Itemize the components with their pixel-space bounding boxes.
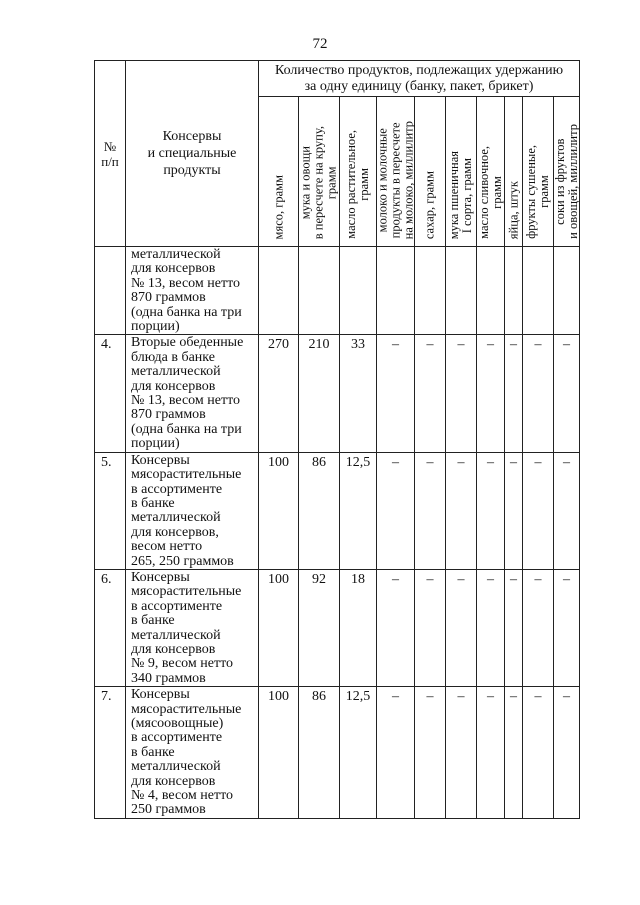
column-header-line: фрукты сушеные, <box>524 145 538 239</box>
quantity-cell <box>446 247 477 335</box>
product-name-line: Консервы <box>131 452 190 468</box>
header-quantity-line: Количество продуктов, подлежащих удержанию <box>274 63 564 78</box>
table-row <box>95 569 580 686</box>
product-name-line: Вторые обеденные <box>131 335 244 351</box>
product-name-line: мясорастительные <box>131 467 242 483</box>
column-header-line: масло сливочное, <box>476 146 491 239</box>
quantity-cell: – <box>377 687 415 819</box>
product-name-line: металлической <box>131 627 221 643</box>
product-name-line: металлической <box>131 364 221 380</box>
quantity-cell: – <box>477 335 505 452</box>
product-name-line: порции) <box>131 319 180 335</box>
quantity-cell: – <box>446 569 477 686</box>
quantity-cell: – <box>554 452 580 569</box>
quantity-cell: – <box>523 569 554 686</box>
product-name-line: в банке <box>131 744 175 760</box>
quantity-cell: 18 <box>340 569 377 686</box>
product-name-line: № 13, весом нетто <box>131 275 241 291</box>
column-header-line: мясо, грамм <box>271 174 285 239</box>
quantity-cell: – <box>415 569 446 686</box>
column-header <box>415 97 446 247</box>
column-header <box>477 97 505 247</box>
quantity-cell: – <box>477 569 505 686</box>
product-name-line: в банке <box>131 613 175 629</box>
quantity-cell: – <box>523 335 554 452</box>
product-name-line: мясорастительные <box>131 701 242 717</box>
product-name-line: для консервов <box>131 261 216 277</box>
quantity-cell: – <box>477 452 505 569</box>
product-name <box>126 247 259 335</box>
column-header <box>340 97 377 247</box>
product-name-line: для консервов <box>131 378 216 394</box>
column-header-line: сахар, грамм <box>422 170 437 239</box>
product-name <box>126 452 259 569</box>
row-number: 4. <box>95 335 126 452</box>
column-header-line: мука пшеничная <box>447 150 461 239</box>
column-header-line: соки из фруктов <box>552 138 567 225</box>
product-name-line: Консервы <box>131 569 190 585</box>
product-name-line: (одна банка на три <box>131 304 242 320</box>
column-header <box>554 97 580 247</box>
page-number: 72 <box>312 36 328 52</box>
header-product <box>126 61 259 247</box>
header-number-line: № <box>103 138 117 154</box>
quantity-cell: – <box>446 452 477 569</box>
column-header-line: I сорта, грамм <box>460 157 474 233</box>
products-table <box>94 60 580 819</box>
product-name-line: металлической <box>131 510 221 526</box>
product-name-line: блюда в банке <box>131 349 215 365</box>
quantity-cell: – <box>554 687 580 819</box>
table-row <box>95 335 580 452</box>
quantity-cell: – <box>505 569 523 686</box>
quantity-cell: – <box>446 335 477 452</box>
table-row <box>95 687 580 819</box>
header-product-line: продукты <box>163 163 221 178</box>
product-name-line: мясорастительные <box>131 584 242 600</box>
quantity-cell <box>477 247 505 335</box>
quantity-cell: 100 <box>259 452 299 569</box>
quantity-cell: – <box>477 687 505 819</box>
column-header <box>377 97 415 247</box>
table-row <box>95 247 580 335</box>
column-header-line: и овощей, миллилитр <box>565 124 580 239</box>
quantity-cell: 86 <box>299 687 340 819</box>
quantity-cell <box>299 247 340 335</box>
column-header-line: продукты в пересчете <box>388 121 402 238</box>
quantity-cell: – <box>415 452 446 569</box>
quantity-cell <box>505 247 523 335</box>
product-name <box>126 569 259 686</box>
column-header-line: грамм <box>324 166 339 199</box>
column-header <box>505 97 523 247</box>
product-name-line: порции) <box>131 436 180 452</box>
product-name-line: для консервов <box>131 773 216 789</box>
product-name-line: № 9, весом нетто <box>131 656 234 672</box>
quantity-cell: – <box>554 335 580 452</box>
quantity-cell <box>340 247 377 335</box>
quantity-cell: – <box>505 687 523 819</box>
quantity-cell <box>554 247 580 335</box>
row-number: 6. <box>95 569 126 686</box>
quantity-cell: 33 <box>340 335 377 452</box>
product-name-line: (мясоовощные) <box>131 716 224 731</box>
column-header-line: мука и овощи <box>298 145 313 219</box>
header-quantity <box>259 61 580 97</box>
quantity-cell <box>523 247 554 335</box>
product-name-line: в ассортименте <box>131 730 223 746</box>
product-name-line: 265, 250 граммов <box>131 553 234 569</box>
product-name-line: металлической <box>131 759 221 775</box>
column-header <box>259 97 299 247</box>
quantity-cell <box>415 247 446 335</box>
quantity-cell <box>259 247 299 335</box>
product-name-line: для консервов <box>131 641 216 657</box>
quantity-cell: – <box>523 452 554 569</box>
quantity-cell: – <box>505 452 523 569</box>
quantity-cell: – <box>377 569 415 686</box>
quantity-cell: 100 <box>259 569 299 686</box>
quantity-cell: – <box>377 452 415 569</box>
product-name-line: в банке <box>131 495 175 511</box>
row-number: 7. <box>95 687 126 819</box>
column-header-line: грамм <box>537 175 551 209</box>
quantity-cell: – <box>377 335 415 452</box>
product-name-line: в ассортименте <box>131 481 223 497</box>
column-header-line: яйца, штук <box>506 180 520 239</box>
column-header <box>523 97 554 247</box>
product-name-line: 870 граммов <box>131 290 206 306</box>
column-header <box>446 97 477 247</box>
quantity-cell <box>377 247 415 335</box>
quantity-cell: 92 <box>299 569 340 686</box>
header-number <box>95 61 126 247</box>
product-name-line: № 13, весом нетто <box>131 393 241 409</box>
quantity-cell: 210 <box>299 335 340 452</box>
product-name-line: 250 граммов <box>131 802 206 818</box>
row-number: 5. <box>95 452 126 569</box>
column-header-line: молоко и молочные <box>375 127 389 232</box>
product-name-line: 340 граммов <box>131 670 206 686</box>
table-row <box>95 452 580 569</box>
quantity-cell: 86 <box>299 452 340 569</box>
column-header-line: грамм <box>489 176 504 209</box>
header-product-line: Консервы <box>162 129 222 144</box>
product-name-line: весом нетто <box>131 539 203 555</box>
quantity-cell: 100 <box>259 687 299 819</box>
quantity-cell: – <box>523 687 554 819</box>
product-name-line: для консервов, <box>131 524 219 540</box>
column-header <box>299 97 340 247</box>
product-name-line: Консервы <box>131 687 190 703</box>
quantity-cell: 12,5 <box>340 687 377 819</box>
column-header-line: грамм <box>357 168 371 201</box>
quantity-cell: – <box>446 687 477 819</box>
product-name-line: 870 граммов <box>131 407 206 423</box>
header-number-line: п/п <box>101 153 119 169</box>
product-name-line: в ассортименте <box>131 598 223 614</box>
column-header-line: масло растительное, <box>344 130 358 239</box>
column-header-line: на молоко, миллилитр <box>401 120 415 239</box>
quantity-cell: 270 <box>259 335 299 452</box>
product-name-line: № 4, весом нетто <box>131 788 234 804</box>
product-name-line: металлической <box>131 247 221 262</box>
column-header-line: в пересчете на крупу, <box>311 125 326 239</box>
product-name-line: (одна банка на три <box>131 421 242 437</box>
quantity-cell: – <box>505 335 523 452</box>
row-number <box>95 247 126 335</box>
quantity-cell: – <box>554 569 580 686</box>
header-quantity-line: за одну единицу (банку, пакет, брикет) <box>304 79 534 94</box>
product-name <box>126 335 259 452</box>
quantity-cell: – <box>415 335 446 452</box>
quantity-cell: – <box>415 687 446 819</box>
quantity-cell: 12,5 <box>340 452 377 569</box>
header-product-line: и специальные <box>147 146 237 161</box>
product-name <box>126 687 259 819</box>
